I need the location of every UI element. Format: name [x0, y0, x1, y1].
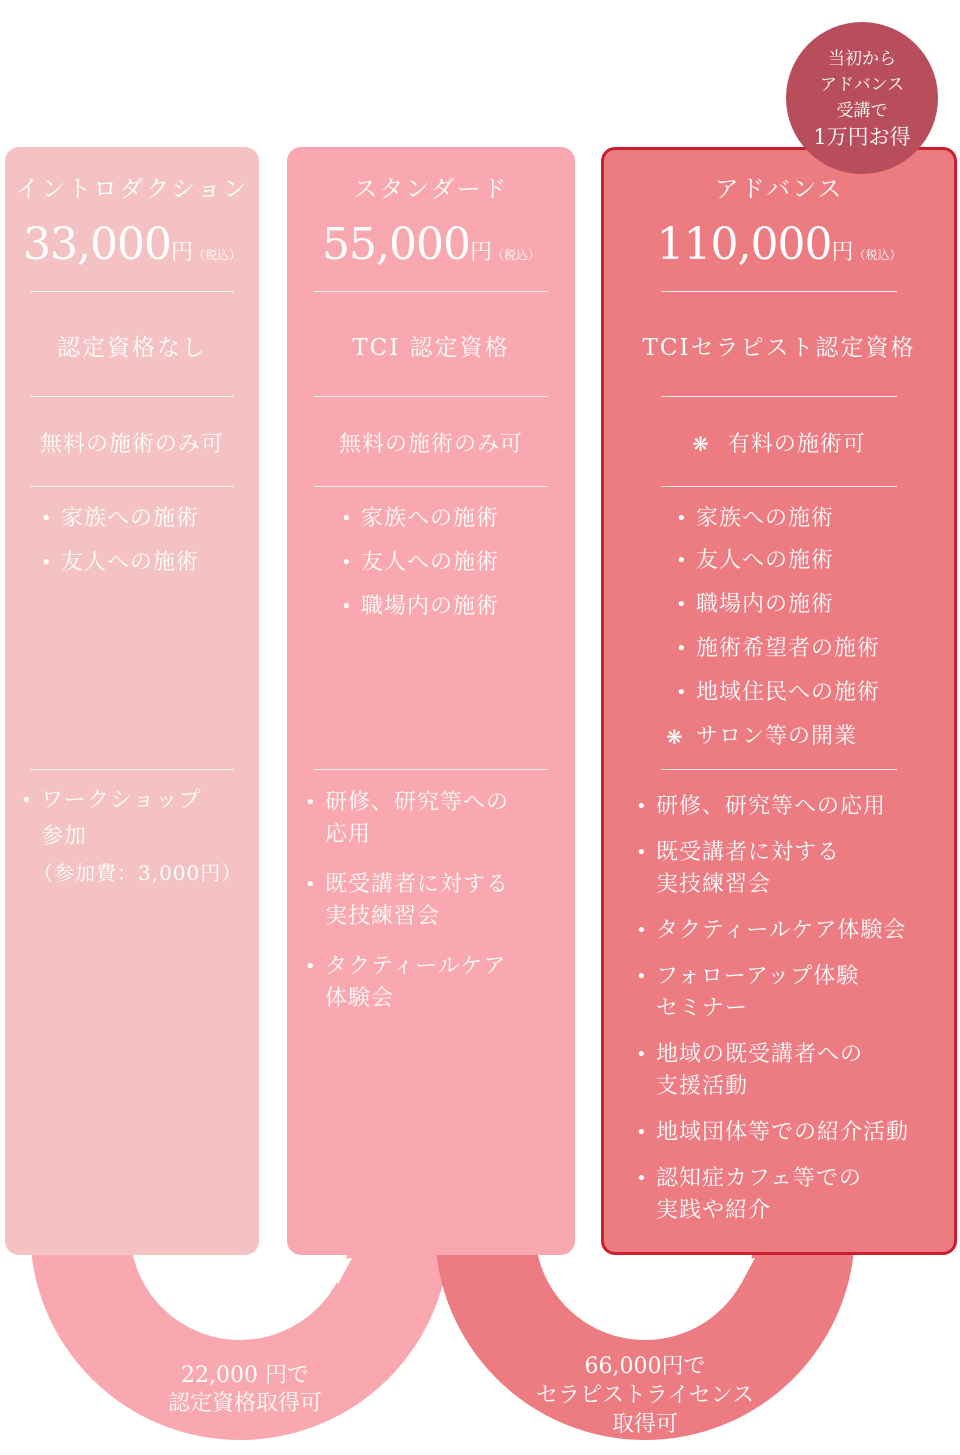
bullet-icon: • [636, 1044, 648, 1065]
practice-list [41, 503, 200, 579]
practice-list [666, 503, 881, 753]
badge-line: 当初から [828, 49, 896, 69]
list-item: • 研修、研究等への応用 [656, 791, 909, 823]
practice-scope: ❋ 有料の施術可 [692, 432, 866, 457]
plan-price: 55,000円（税込） [322, 219, 540, 270]
list-item: • 地域住民への施術 [696, 677, 880, 709]
divider [30, 291, 234, 292]
list-item: （参加費：3,000円） [33, 861, 243, 885]
list-item: • 友人への施術 [696, 545, 880, 577]
bullet-icon: • [305, 874, 317, 895]
bullet-icon: • [676, 682, 688, 703]
upgrade-label-2: 66,000円で セラピストライセンス 取得可 [535, 1354, 755, 1437]
bullet-icon: • [676, 594, 688, 615]
bullet-icon: • [341, 552, 353, 573]
bullet-icon: • [41, 552, 53, 573]
list-item: • タクティールケア 体験会 [325, 951, 509, 1015]
certification: TCI 認定資格 [352, 335, 510, 361]
list-item: 参加 [41, 824, 88, 849]
list-item: • 家族への施術 [61, 503, 199, 535]
bullet-icon: • [341, 508, 353, 529]
extras-list [636, 791, 910, 1227]
list-item: • 友人への施術 [361, 547, 499, 579]
list-item: • 既受講者に対する 実技練習会 [656, 837, 909, 901]
list-item: • 職場内の施術 [696, 589, 880, 621]
plan-title: イントロダクション [15, 175, 249, 203]
bullet-icon: • [636, 1168, 648, 1189]
list-item: • 地域の既受講者への 支援活動 [656, 1039, 909, 1103]
divider [30, 486, 234, 487]
bullet-icon: • [636, 1122, 648, 1143]
practice-scope: 無料の施術のみ可 [338, 432, 523, 457]
badge-line: アドバンス [819, 75, 905, 95]
list-item: • 友人への施術 [61, 547, 199, 579]
divider [661, 396, 897, 397]
bullet-icon: • [41, 508, 53, 529]
divider [314, 291, 548, 292]
bullet-icon: • [676, 550, 688, 571]
divider [314, 396, 548, 397]
plan-standard [287, 147, 575, 1255]
plan-price: 110,000円（税込） [656, 219, 902, 270]
bullet-icon: • [636, 920, 648, 941]
divider [661, 769, 897, 770]
divider [661, 291, 897, 292]
divider [314, 769, 548, 770]
list-item: • フォローアップ体験 セミナー [656, 961, 909, 1025]
list-item: • 職場内の施術 [361, 591, 499, 623]
bullet-icon: • [676, 638, 688, 659]
list-item: • 家族への施術 [361, 503, 499, 535]
discount-badge [786, 22, 938, 174]
plan-title: アドバンス [714, 175, 844, 203]
list-item: • 地域団体等での紹介活動 [656, 1117, 909, 1149]
list-item: • 既受講者に対する 実技練習会 [325, 869, 509, 933]
plan-advance [601, 147, 957, 1255]
divider [30, 769, 234, 770]
list-item: • 施術希望者の施術 [696, 633, 880, 665]
list-item: • ワークショップ [41, 785, 250, 817]
bullet-icon: • [305, 956, 317, 977]
flower-icon: ❋ [692, 432, 710, 456]
divider [30, 396, 234, 397]
plan-price: 33,000円（税込） [23, 219, 241, 270]
bullet-icon: • [636, 966, 648, 987]
upgrade-label-1: 22,000 円で 認定資格取得可 [167, 1363, 322, 1416]
badge-line: 受講で [836, 101, 888, 121]
list-item: • 家族への施術 [696, 503, 880, 535]
list-item: • タクティールケア体験会 [656, 915, 909, 947]
plan-title: スタンダード [353, 175, 509, 203]
upgrade-arc-2-arrow-line-inner [561, 1255, 721, 1323]
list-item: • 研修、研究等への 応用 [325, 787, 509, 851]
badge-line: 1万円お得 [813, 125, 911, 149]
practice-scope: 無料の施術のみ可 [39, 432, 224, 457]
certification: TCIセラピスト認定資格 [642, 335, 916, 361]
extras-list [21, 785, 250, 889]
certification: 認定資格なし [57, 335, 207, 361]
bullet-icon: • [676, 508, 688, 529]
divider [661, 486, 897, 487]
practice-list [341, 503, 500, 623]
bullet-icon: • [636, 796, 648, 817]
flower-icon: ❋ [666, 725, 684, 749]
bullet-icon: • [341, 596, 353, 617]
plan-introduction [5, 147, 259, 1255]
bullet-icon: • [636, 842, 648, 863]
list-item: • 認知症カフェ等での 実践や紹介 [656, 1163, 909, 1227]
list-item: ❋ サロン等の開業 [696, 721, 880, 753]
divider [314, 486, 548, 487]
bullet-icon: • [21, 790, 33, 811]
extras-list [305, 787, 510, 1015]
bullet-icon: • [305, 792, 317, 813]
